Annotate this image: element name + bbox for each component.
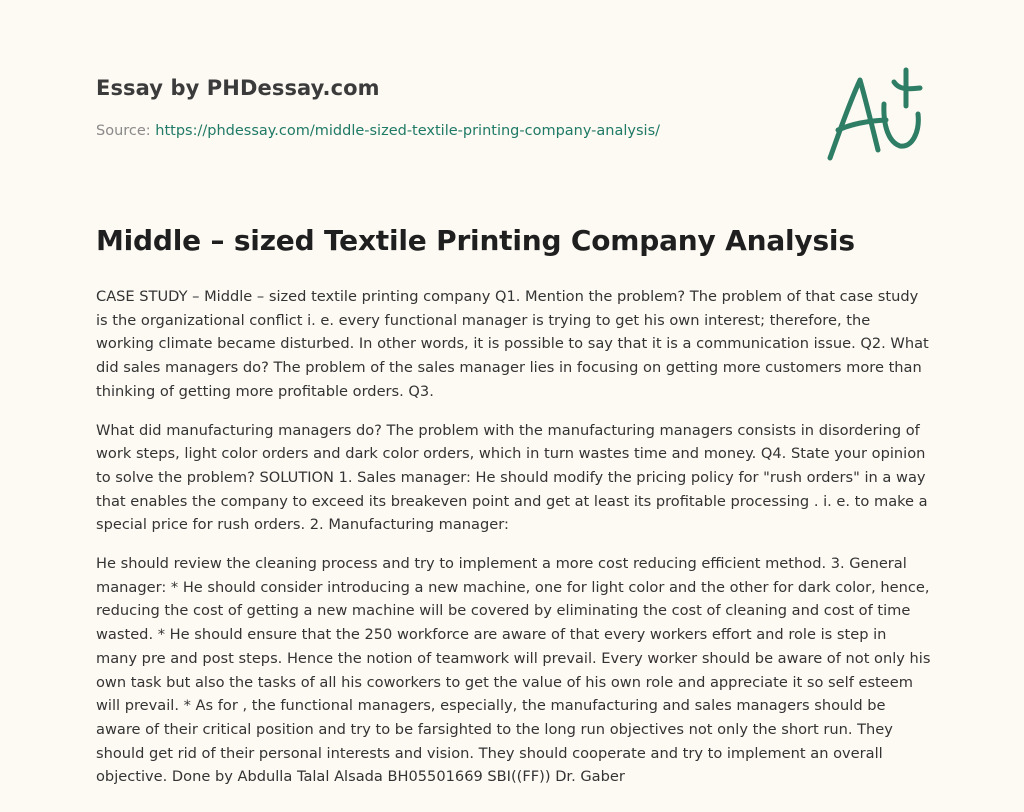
- article-title: Middle – sized Textile Printing Company Analysis: [96, 224, 855, 257]
- source-link[interactable]: https://phdessay.com/middle-sized-textile-printing-company-analysis/: [155, 123, 661, 139]
- article-paragraph: What did manufacturing managers do? The problem with the manufacturing managers consists in disordering of work steps, light color orders and dark color orders, which in turn wastes time and money. Q4. State your opinion to solve the problem? SOLUTION 1. Sales manager: He should modify the pricing policy for "rush orders" in a way that enables the company to exceed its breakeven point and get at least its profitable processing . i. e. to make a special price for rush orders. 2. Manufacturing manager:: [96, 421, 928, 534]
- source-label: Source:: [96, 123, 151, 139]
- article-paragraph: CASE STUDY – Middle – sized textile printing company Q1. Mention the problem? The problem of that case study is the organizational conflict i. e. every functional manager is trying to get his own interest; therefore, the working climate became disturbed. In other words, it is possible to say that it is a communication issue. Q2. What did sales managers do? The problem of the sales manager lies in focusing on getting more customers more than thinking of getting more profitable orders. Q3.: [96, 288, 929, 400]
- a-plus-logo: [820, 66, 930, 166]
- article-paragraph: He should review the cleaning process and try to implement a more cost reducing efficient method. 3. General manager: * He should consider introducing a new machine, one for light color and the other for dark color, hence, reducing the cost of getting a new machine will be covered by eliminating the cost of cleaning and cost of time wasted. * He should ensure that the 250 workforce are aware of that every workers effort and role is step in many pre and post steps. Hence the notion of teamwork will prevail. Every worker should be aware of not only his own task but also the tasks of all his coworkers to get the value of his own role and appreciate it so self esteem will prevail. * As for , the functional managers, especially, the manufacturing and sales managers should be aware of their critical position and try to be farsighted to the long run objectives not only the short run. They should get rid of their personal interests and vision. They should cooperate and try to implement an overall objective. Done by Abdulla Talal Alsada BH05501669 SBI((FF)) Dr. Gaber: [96, 555, 931, 786]
- site-brand: Essay by PHDessay.com: [96, 76, 380, 100]
- essay-header: [96, 76, 796, 139]
- article-body: [96, 285, 932, 804]
- source-line: [96, 123, 796, 139]
